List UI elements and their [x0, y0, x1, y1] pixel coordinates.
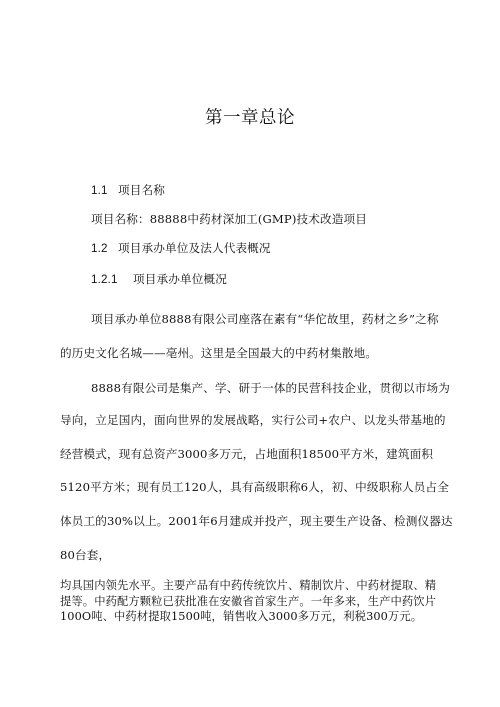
heading-1-2-1 [91, 271, 227, 287]
heading-text: 项目承办单位及法人代表概况 [118, 241, 271, 255]
heading-1-2 [91, 240, 271, 256]
paragraph-line: 均具国内领先水平。主要产品有中药传统饮片、精制饮片、中药材提取、精 [60, 579, 437, 592]
project-name-line: 项目名称：88888中药材深加工(GMP)技术改造项目 [91, 212, 368, 226]
chapter-title: 第一章总论 [205, 108, 295, 128]
heading-1-1 [91, 182, 165, 198]
paragraph-line: 导向，立足国内，面向世界的发展战略，实行公司+农户、以龙头带基地的 [60, 413, 446, 427]
heading-number: 1.2.1 [91, 273, 118, 286]
paragraph-line: 80台套， [60, 548, 111, 562]
paragraph-line: 项目承办单位8888有限公司座落在素有“华佗故里，药材之乡”之称 [91, 312, 439, 326]
paragraph-line: 的历史文化名城——亳州。这里是全国最大的中药材集散地。 [60, 346, 378, 360]
paragraph-line: 提等。中药配方颗粒已获批准在安徽省首家生产。一年多来，生产中药饮片 [60, 594, 437, 608]
heading-text: 项目承办单位概况 [133, 272, 227, 286]
heading-number: 1.1 [91, 184, 108, 197]
paragraph-line: 经营模式，现有总资产3000多万元，占地面积18500平方米，建筑面积 [60, 447, 434, 461]
paragraph-line: 100O吨、中药材提取1500吨，销售收入3000多万元，利税300万元。 [60, 610, 423, 623]
paragraph-line: 8888有限公司是集产、学、研于一体的民营科技企业，贯彻以市场为 [91, 381, 450, 395]
paragraph-products [60, 578, 460, 625]
paragraph-line: 体员工的30%以上。2001年6月建成并投产，现主要生产设备、检测仪器达 [60, 514, 453, 528]
heading-text: 项目名称 [118, 183, 165, 197]
paragraph-line: 5120平方米；现有员工120人，具有高级职称6人，初、中级职称人员占全 [60, 480, 450, 494]
heading-number: 1.2 [91, 242, 108, 255]
